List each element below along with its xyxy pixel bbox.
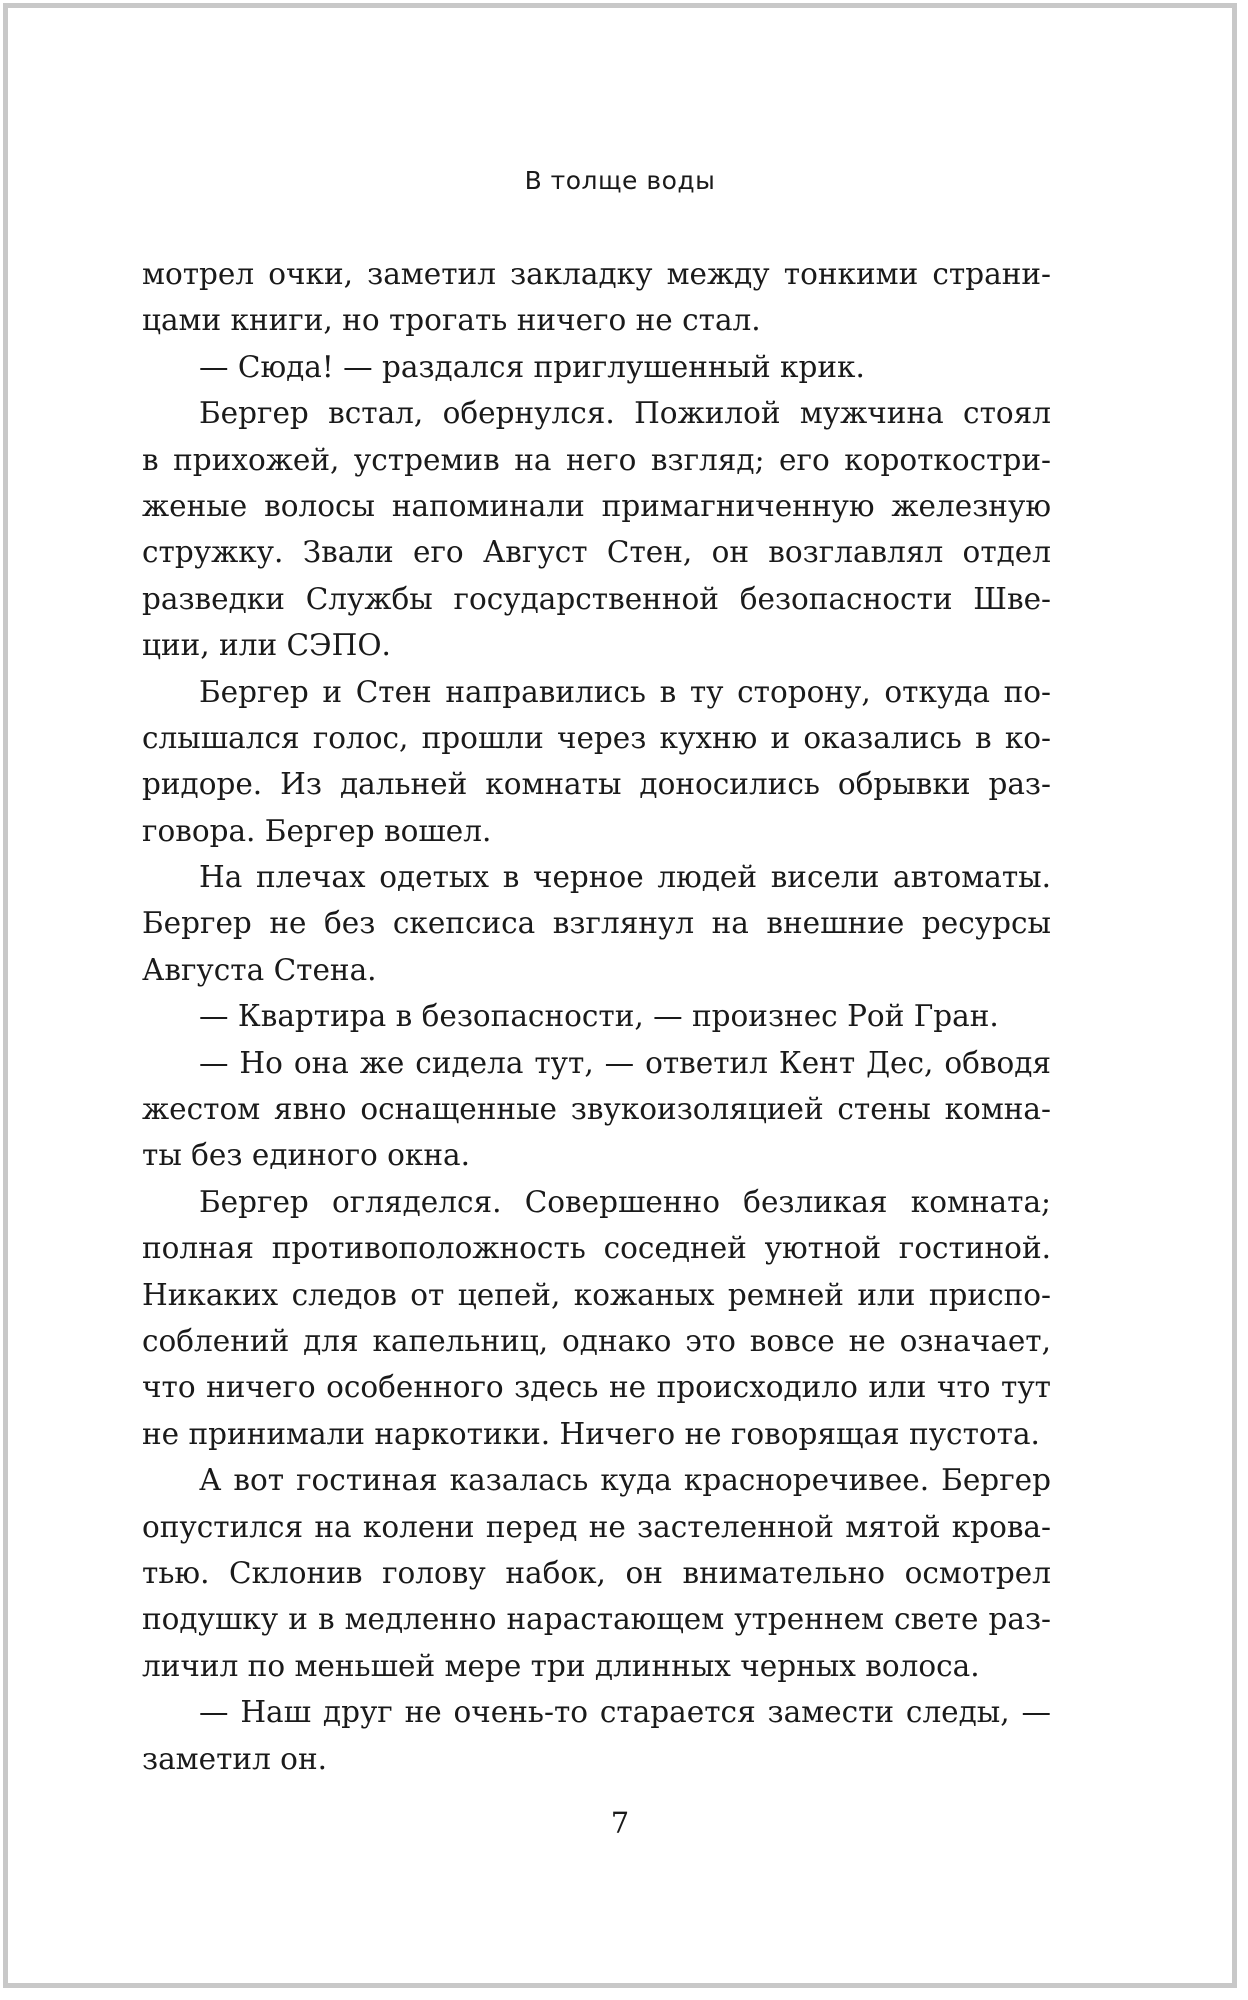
text-line: личил по меньшей мере три длинных черных волоса. xyxy=(142,1648,980,1683)
text-line: что ничего особенного здесь не происходило или что тут xyxy=(142,1370,1051,1405)
text-line: ридоре. Из дальней комнаты доносились обрывки раз- xyxy=(142,767,1051,802)
text-line: Августа Стена. xyxy=(142,952,377,987)
text-line: ты без единого окна. xyxy=(142,1138,470,1173)
text-line: Бергер и Стен направились в ту сторону, откуда по- xyxy=(199,674,1051,709)
text-line: Бергер огляделся. Совершенно безликая комната; xyxy=(199,1184,1051,1219)
text-line: не принимали наркотики. Ничего не говорящая пустота. xyxy=(142,1416,1040,1451)
text-line: — Сюда! — раздался приглушенный крик. xyxy=(199,349,865,384)
text-line: — Наш друг не очень-то старается замести следы, — xyxy=(199,1695,1051,1730)
text-line: слышался голос, прошли через кухню и оказались в ко- xyxy=(142,720,1051,755)
text-line: соблений для капельниц, однако это вовсе не означает, xyxy=(142,1323,1051,1358)
text-line: Бергер встал, обернулся. Пожилой мужчина стоял xyxy=(199,396,1051,431)
text-line: мотрел очки, заметил закладку между тонкими страни- xyxy=(142,257,1051,291)
text-line: заметил он. xyxy=(142,1741,327,1776)
page-number: 7 xyxy=(610,1806,630,1840)
text-line: Никаких следов от цепей, кожаных ремней или приспо- xyxy=(142,1277,1051,1312)
page-frame xyxy=(3,3,1237,1988)
text-line: тью. Склонив голову набок, он внимательно осмотрел xyxy=(142,1555,1051,1590)
text-line: цами книги, но трогать ничего не стал. xyxy=(142,303,761,338)
text-line: женые волосы напоминали примагниченную железную xyxy=(142,488,1051,523)
text-line: говора. Бергер вошел. xyxy=(142,813,492,848)
text-line: Бергер не без скепсиса взглянул на внешние ресурсы xyxy=(142,906,1051,941)
text-line: ции, или СЭПО. xyxy=(142,628,391,663)
text-line: разведки Службы государственной безопасности Шве- xyxy=(142,581,1051,616)
text-line: На плечах одетых в черное людей висели автоматы. xyxy=(199,860,1051,895)
text-line: опустился на колени перед не застеленной мятой крова- xyxy=(142,1509,1051,1544)
text-line: подушку и в медленно нарастающем утреннем свете раз- xyxy=(142,1602,1051,1637)
text-line: стружку. Звали его Август Стен, он возглавлял отдел xyxy=(142,535,1051,570)
text-line: — Квартира в безопасности, — произнес Рой Гран. xyxy=(199,999,999,1034)
text-line: жестом явно оснащенные звукоизоляцией стены комна- xyxy=(142,1092,1051,1127)
text-line: А вот гостиная казалась куда красноречивее. Бергер xyxy=(199,1463,1051,1498)
text-line: в прихожей, устремив на него взгляд; его короткостри- xyxy=(142,442,1051,477)
text-line: — Но она же сидела тут, — ответил Кент Дес, обводя xyxy=(199,1045,1051,1080)
running-head: В толще воды xyxy=(524,166,716,195)
text-line: полная противоположность соседней уютной гостиной. xyxy=(142,1231,1051,1266)
body-text xyxy=(142,251,1051,1782)
